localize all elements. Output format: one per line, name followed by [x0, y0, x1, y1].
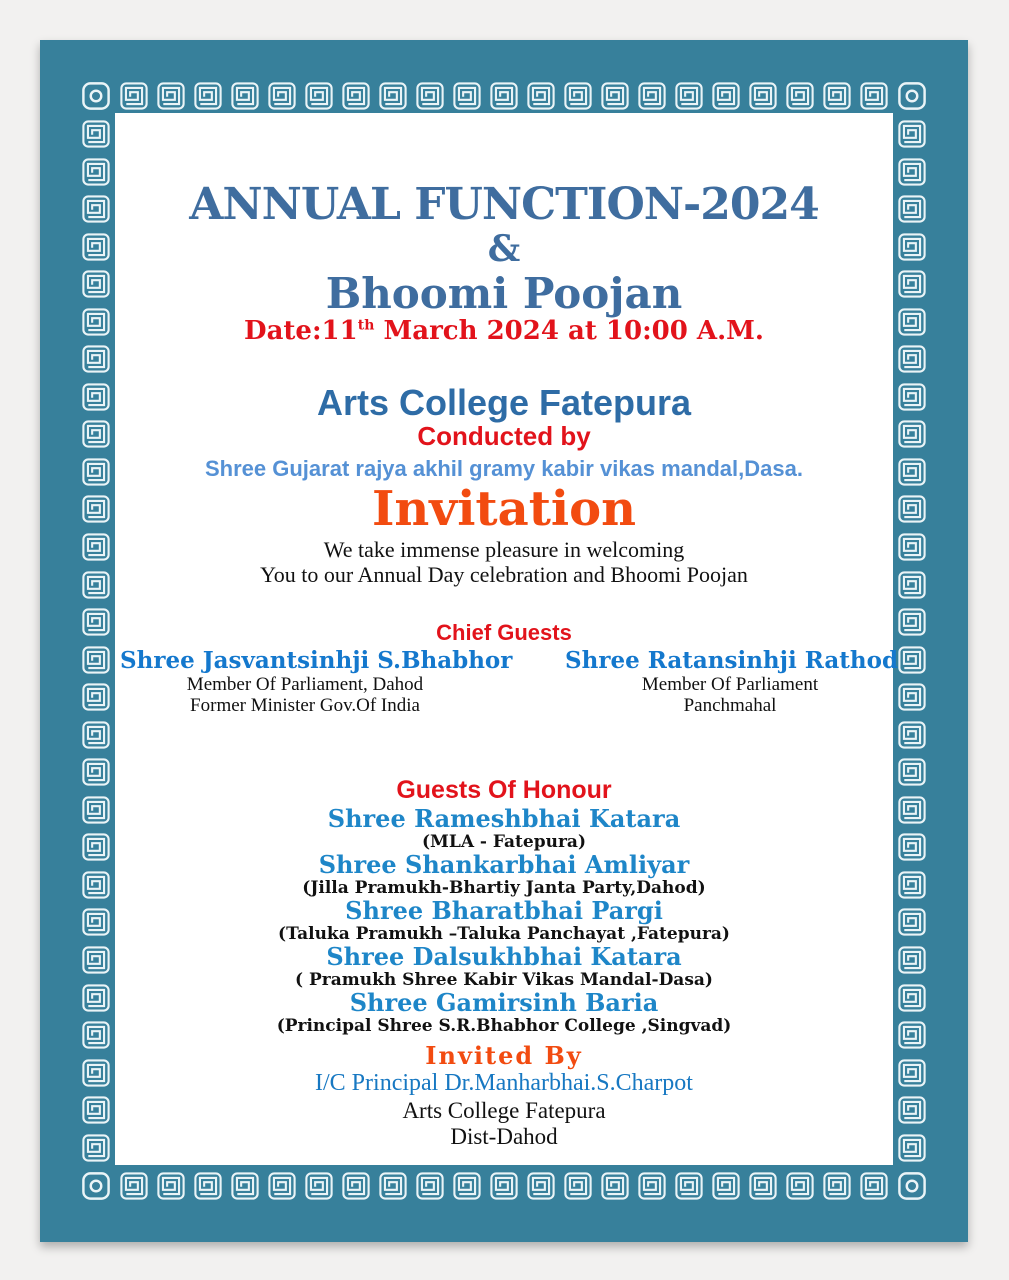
chief-guests-heading: Chief Guests — [436, 620, 572, 645]
event-date-time: March 2024 at 10:00 A.M. — [374, 316, 764, 346]
greek-key-icon — [82, 533, 110, 561]
honour-guest-title: (Jilla Pramukh-Bhartiy Janta Party,Dahod) — [302, 877, 706, 898]
greek-key-icon — [416, 82, 444, 110]
greek-key-icon — [898, 233, 926, 261]
greek-key-icon — [898, 495, 926, 523]
greek-key-icon — [82, 120, 110, 148]
greek-key-icon — [898, 571, 926, 599]
honour-guest-name: Shree Shankarbhai Amliyar — [318, 849, 690, 879]
greek-key-icon — [564, 1172, 592, 1200]
greek-key-icon — [82, 308, 110, 336]
greek-key-icon — [305, 82, 333, 110]
invited-by-section — [115, 1043, 893, 1148]
greek-key-icon — [416, 1172, 444, 1200]
greek-key-icon — [823, 82, 851, 110]
event-title: ANNUAL FUNCTION-2024 — [189, 179, 819, 230]
greek-key-icon — [786, 1172, 814, 1200]
greek-key-icon — [268, 82, 296, 110]
greek-key-icon — [82, 571, 110, 599]
greek-key-icon — [898, 345, 926, 373]
event-date — [115, 318, 893, 344]
corner-ornament-top-right — [898, 82, 926, 110]
greek-key-icon — [82, 495, 110, 523]
greek-key-icon — [898, 758, 926, 786]
greek-key-icon — [231, 82, 259, 110]
greek-key-icon — [527, 1172, 555, 1200]
invitation-card-frame — [40, 40, 968, 1242]
greek-key-icon — [601, 82, 629, 110]
greek-key-icon — [82, 1059, 110, 1087]
organization-name: Shree Gujarat rajya akhil gramy kabir vikas mandal,Dasa. — [205, 456, 803, 482]
greek-key-icon — [120, 1172, 148, 1200]
greek-key-icon — [749, 82, 777, 110]
honour-guest — [115, 849, 893, 898]
corner-ornament-top-left — [82, 82, 110, 110]
honour-guest-title: ( Pramukh Shree Kabir Vikas Mandal-Dasa) — [295, 969, 713, 990]
greek-key-icon — [898, 646, 926, 674]
welcome-line-1: We take immense pleasure in welcoming — [323, 536, 685, 562]
greek-key-border-top — [120, 82, 888, 110]
greek-key-icon — [82, 195, 110, 223]
greek-key-icon — [82, 683, 110, 711]
honour-guest — [115, 987, 893, 1036]
chief-guest-role: Panchmahal — [683, 694, 777, 716]
greek-key-icon — [898, 908, 926, 936]
greek-key-border-bottom — [120, 1172, 888, 1200]
chief-guest-role: Member Of Parliament, Dahod — [186, 673, 424, 695]
event-date-ordinal: th — [357, 317, 375, 334]
college-name-footer: Arts College Fatepura — [402, 1098, 606, 1124]
district-name: Dist-Dahod — [450, 1124, 558, 1150]
greek-key-icon — [898, 195, 926, 223]
invitation-card — [115, 113, 899, 1165]
greek-key-icon — [82, 458, 110, 486]
greek-key-icon — [823, 1172, 851, 1200]
college-name: Arts College Fatepura — [316, 382, 692, 423]
greek-key-icon — [898, 420, 926, 448]
greek-key-icon — [564, 82, 592, 110]
guests-of-honour-section — [115, 777, 893, 1036]
greek-key-icon — [712, 1172, 740, 1200]
greek-key-icon — [82, 270, 110, 298]
greek-key-icon — [82, 158, 110, 186]
greek-key-icon — [453, 1172, 481, 1200]
greek-key-icon — [527, 82, 555, 110]
chief-guest-name: Shree Jasvantsinhji S.Bhabhor — [120, 647, 513, 675]
greek-key-icon — [305, 1172, 333, 1200]
invitation-heading: Invitation — [371, 481, 637, 537]
greek-key-icon — [82, 383, 110, 411]
greek-key-icon — [342, 1172, 370, 1200]
greek-key-icon — [157, 1172, 185, 1200]
honour-guest-name: Shree Rameshbhai Katara — [327, 804, 681, 833]
greek-key-icon — [231, 1172, 259, 1200]
greek-key-icon — [898, 458, 926, 486]
greek-key-icon — [898, 1134, 926, 1162]
college-section — [115, 384, 893, 482]
greek-key-border-left — [82, 120, 110, 1162]
greek-key-icon — [898, 984, 926, 1012]
greek-key-icon — [898, 158, 926, 186]
greek-key-icon — [82, 946, 110, 974]
ampersand: & — [487, 228, 521, 270]
greek-key-icon — [490, 1172, 518, 1200]
greek-key-icon — [453, 82, 481, 110]
honour-guest — [115, 941, 893, 990]
corner-ornament-bottom-left — [82, 1172, 110, 1200]
invited-by-heading: Invited By — [425, 1041, 583, 1070]
guests-of-honour-heading: Guests Of Honour — [396, 776, 612, 804]
greek-key-icon — [638, 1172, 666, 1200]
honour-guest — [115, 806, 893, 852]
greek-key-icon — [675, 82, 703, 110]
honour-guest-title: (Taluka Pramukh –Taluka Panchayat ,Fatepura) — [278, 923, 730, 944]
greek-key-icon — [194, 82, 222, 110]
greek-key-icon — [82, 1134, 110, 1162]
event-subtitle: Bhoomi Poojan — [325, 269, 683, 318]
chief-guest — [120, 647, 513, 716]
honour-guest-name: Shree Bharatbhai Pargi — [345, 895, 663, 925]
greek-key-icon — [712, 82, 740, 110]
greek-key-icon — [82, 871, 110, 899]
greek-key-icon — [82, 345, 110, 373]
greek-key-icon — [490, 82, 518, 110]
honour-guest-name: Shree Gamirsinh Baria — [349, 987, 659, 1017]
chief-guest-role: Member Of Parliament — [641, 673, 819, 695]
greek-key-icon — [82, 984, 110, 1012]
chief-guests-section — [115, 620, 899, 748]
welcome-line-2: You to our Annual Day celebration and Bhoomi Poojan — [260, 562, 748, 588]
greek-key-icon — [82, 646, 110, 674]
chief-guests-columns — [115, 647, 899, 748]
honour-guest-title: (MLA - Fatepura) — [422, 831, 586, 852]
honour-guest-name: Shree Dalsukhbhai Katara — [326, 941, 682, 971]
greek-key-icon — [898, 683, 926, 711]
greek-key-icon — [82, 721, 110, 749]
greek-key-icon — [898, 796, 926, 824]
greek-key-icon — [860, 1172, 888, 1200]
greek-key-icon — [898, 270, 926, 298]
greek-key-icon — [82, 758, 110, 786]
greek-key-icon — [786, 82, 814, 110]
chief-guest-role: Former Minister Gov.Of India — [190, 694, 420, 716]
greek-key-icon — [898, 721, 926, 749]
event-date-day: Date:11 — [244, 316, 358, 346]
greek-key-border-right — [898, 120, 926, 1162]
greek-key-icon — [898, 1096, 926, 1124]
event-masthead — [115, 179, 893, 346]
honour-guest — [115, 895, 893, 944]
greek-key-icon — [749, 1172, 777, 1200]
greek-key-icon — [898, 608, 926, 636]
greek-key-icon — [82, 796, 110, 824]
greek-key-icon — [268, 1172, 296, 1200]
greek-key-icon — [194, 1172, 222, 1200]
greek-key-icon — [82, 420, 110, 448]
greek-key-icon — [342, 82, 370, 110]
chief-guest-name: Shree Ratansinhji Rathod — [565, 647, 899, 675]
greek-key-icon — [898, 1059, 926, 1087]
greek-key-icon — [898, 946, 926, 974]
greek-key-icon — [157, 82, 185, 110]
greek-key-icon — [120, 82, 148, 110]
greek-key-icon — [82, 608, 110, 636]
greek-key-icon — [898, 1021, 926, 1049]
greek-key-icon — [379, 82, 407, 110]
greek-key-icon — [898, 871, 926, 899]
honour-guest-title: (Principal Shree S.R.Bhabhor College ,Singvad) — [276, 1015, 732, 1036]
greek-key-icon — [898, 533, 926, 561]
greek-key-icon — [82, 1096, 110, 1124]
greek-key-icon — [898, 120, 926, 148]
corner-ornament-bottom-right — [898, 1172, 926, 1200]
principal-name: I/C Principal Dr.Manharbhai.S.Charpot — [315, 1069, 693, 1096]
greek-key-icon — [898, 308, 926, 336]
greek-key-icon — [860, 82, 888, 110]
greek-key-icon — [638, 82, 666, 110]
greek-key-icon — [82, 833, 110, 861]
greek-key-icon — [82, 233, 110, 261]
conducted-by-label: Conducted by — [417, 421, 591, 452]
greek-key-icon — [898, 833, 926, 861]
greek-key-icon — [82, 1021, 110, 1049]
greek-key-icon — [601, 1172, 629, 1200]
chief-guest — [565, 647, 899, 716]
greek-key-icon — [379, 1172, 407, 1200]
greek-key-icon — [675, 1172, 703, 1200]
greek-key-icon — [898, 383, 926, 411]
greek-key-icon — [82, 908, 110, 936]
invitation-section — [115, 481, 893, 588]
